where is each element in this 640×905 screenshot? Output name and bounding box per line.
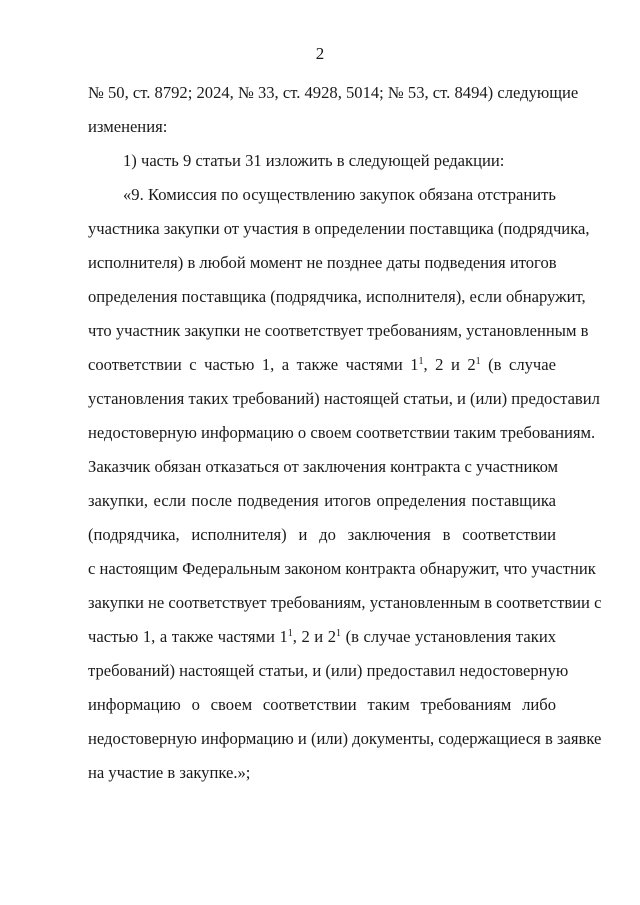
text-line: с настоящим Федеральным законом контракта обнаружит, что участник: [88, 559, 596, 578]
text-line: недостоверную информацию о своем соответствии таким требованиям.: [88, 423, 596, 442]
text-line: № 50, ст. 8792; 2024, № 33, ст. 4928, 5014; № 53, ст. 8494) следующие: [88, 83, 579, 102]
superscript: 1: [336, 628, 342, 639]
text-line: изменения:: [88, 117, 168, 136]
text-segment: (в случае: [480, 355, 556, 374]
text-line: требований) настоящей статьи, и (или) предоставил недостоверную: [88, 661, 569, 680]
text-line: 1) часть 9 статьи 31 изложить в следующей редакции:: [123, 151, 505, 170]
text-line: недостоверную информацию и (или) документы, содержащиеся в заявке: [88, 729, 602, 748]
superscript: 1: [287, 628, 293, 639]
text-line: закупки не соответствует требованиям, установленным в соответствии с: [88, 593, 602, 612]
text-segment: , 2 и 2: [292, 627, 337, 646]
text-line-with-superscripts: [88, 627, 556, 647]
text-segment: (в случае установления таких: [341, 627, 556, 646]
page-number: 2: [315, 44, 325, 63]
superscript: 1: [418, 356, 424, 367]
text-segment: , 2 и 2: [423, 355, 476, 374]
text-line: информацию о своем соответствии таким требованиям либо: [88, 695, 556, 714]
text-line: установления таких требований) настоящей статьи, и (или) предоставил: [88, 389, 600, 408]
text-segment: соответствии с частью 1, а также частями 1: [88, 355, 419, 374]
text-line: (подрядчика, исполнителя) и до заключения в соответствии: [88, 525, 556, 544]
text-line: что участник закупки не соответствует требованиям, установленным в: [88, 321, 589, 340]
text-line: Заказчик обязан отказаться от заключения контракта с участником: [88, 457, 559, 476]
text-line: закупки, если после подведения итогов определения поставщика: [88, 491, 556, 510]
text-segment: частью 1, а также частями 1: [88, 627, 288, 646]
text-line: участника закупки от участия в определении поставщика (подрядчика,: [88, 219, 590, 238]
text-line: определения поставщика (подрядчика, исполнителя), если обнаружит,: [88, 287, 586, 306]
text-line: на участие в закупке.»;: [88, 763, 251, 782]
superscript: 1: [475, 356, 481, 367]
text-line-with-superscripts: [88, 355, 556, 375]
text-line: «9. Комиссия по осуществлению закупок обязана отстранить: [123, 185, 556, 204]
text-line: исполнителя) в любой момент не позднее даты подведения итогов: [88, 253, 557, 272]
